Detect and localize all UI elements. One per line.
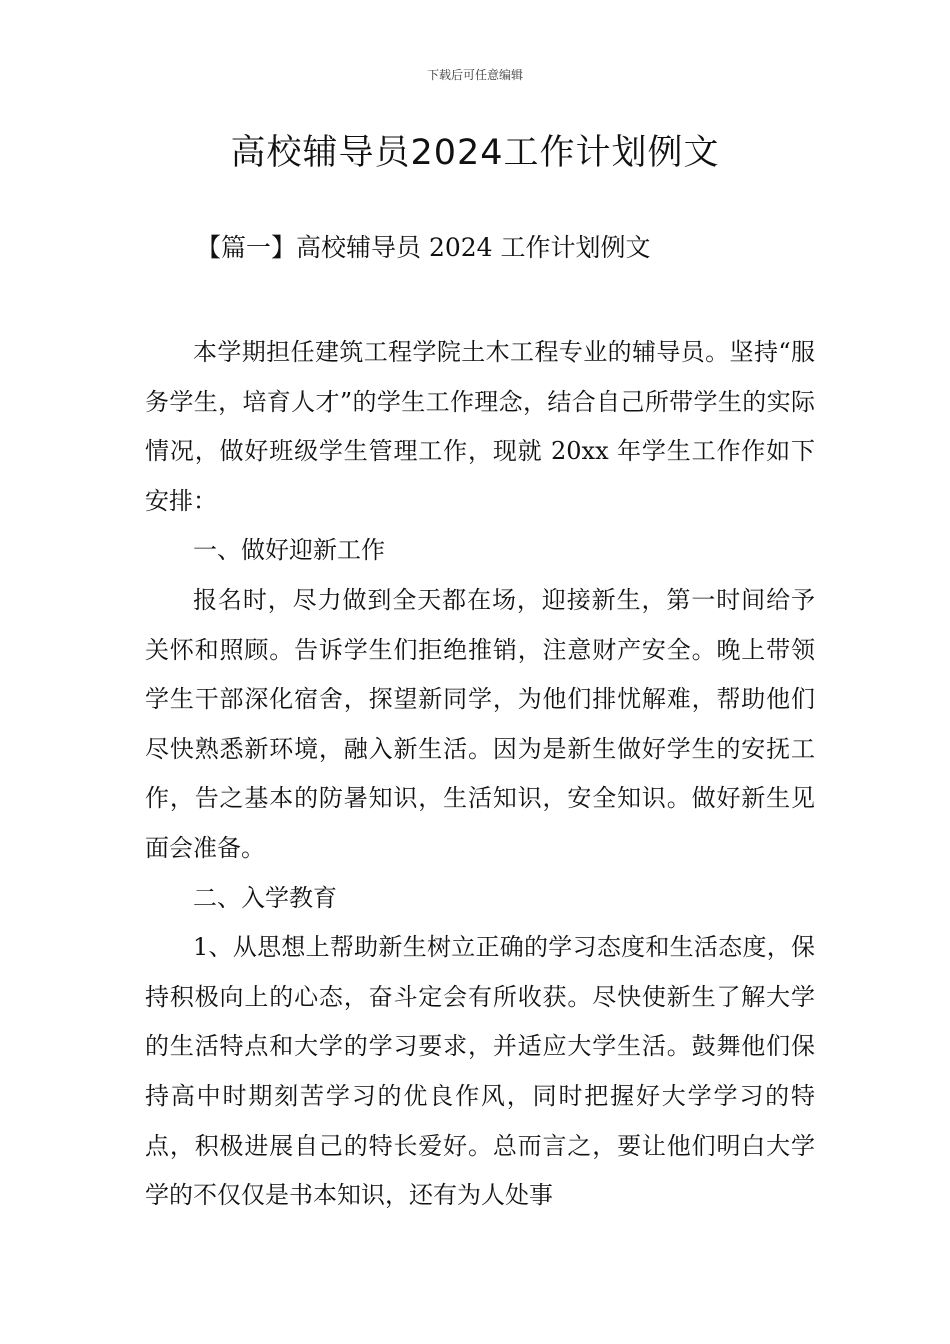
paragraph-heading-orientation: 二、入学教育	[193, 883, 337, 912]
document-title: 高校辅导员2024工作计划例文	[230, 133, 720, 173]
paragraph-welcome-details: 报名时，尽力做到全天都在场，迎接新生，第一时间给予关怀和照顾。告诉学生们拒绝推销，注意财产安全。晚上带领学生干部深化宿舍，探望新同学，为他们排忧解难，帮助他们尽快熟悉新环境，融入新生活。因为是新生做好学生的安抚工作，告之基本的防暑知识，生活知识，安全知识。做好新生见面会准备。	[145, 585, 815, 862]
document-body	[145, 328, 815, 1221]
header-note: 下载后可任意编辑	[426, 68, 523, 82]
section-heading: 【篇一】高校辅导员 2024 工作计划例文	[196, 233, 651, 262]
paragraph-orientation-details: 1、从思想上帮助新生树立正确的学习态度和生活态度，保持积极向上的心态，奋斗定会有所收获。尽快使新生了解大学的生活特点和大学的学习要求，并适应大学生活。鼓舞他们保持高中时期刻苦学习的优良作风，同时把握好大学学习的特点，积极进展自己的特长爱好。总而言之，要让他们明白大学学的不仅仅是书本知识，还有为人处事	[145, 933, 815, 1210]
paragraph-heading-welcome: 一、做好迎新工作	[193, 536, 385, 565]
paragraph-intro: 本学期担任建筑工程学院土木工程专业的辅导员。坚持“服务学生，培育人才”的学生工作理念，结合自己所带学生的实际情况，做好班级学生管理工作，现就 20xx 年学生工作作如下安排：	[145, 338, 815, 515]
